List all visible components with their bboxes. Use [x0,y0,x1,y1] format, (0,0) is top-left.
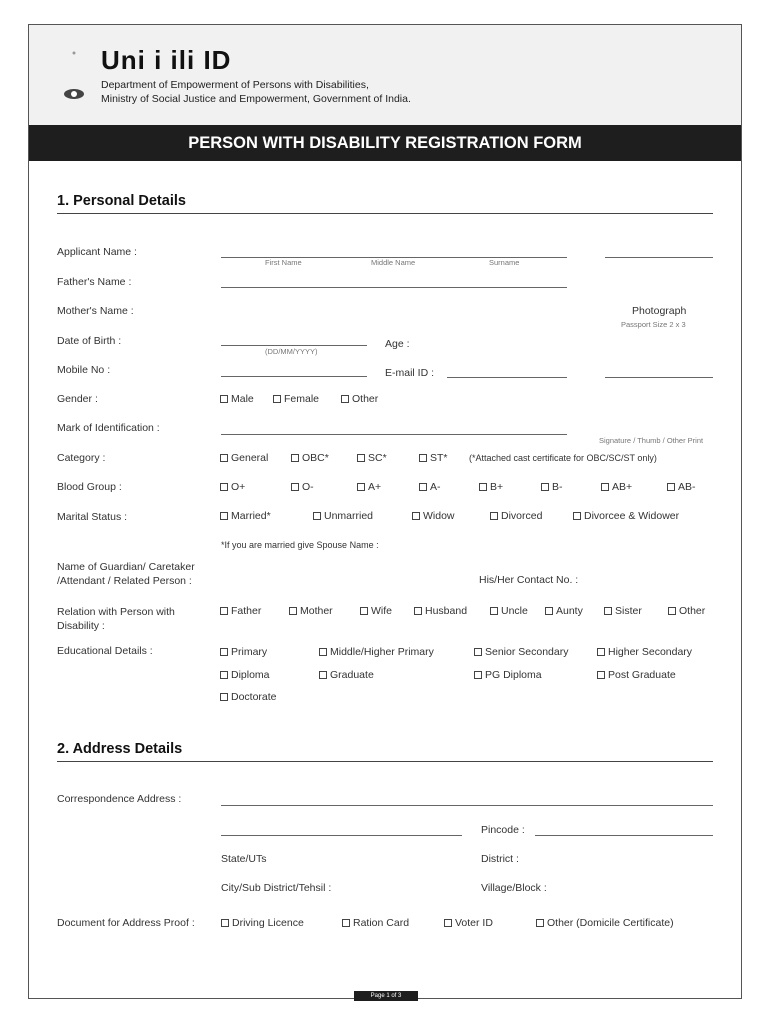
guardian-label-line-2: /Attendant / Related Person : [57,575,192,587]
proof-driving-licence-checkbox[interactable]: Driving Licence [221,917,304,929]
marital-divorced-checkbox[interactable]: Divorced [490,510,542,522]
mobile-label: Mobile No : [57,364,111,376]
checkbox-icon [289,607,297,615]
checkbox-icon [474,671,482,679]
relation-husband-checkbox[interactable]: Husband [414,605,467,617]
gender-female-checkbox[interactable]: Female [273,393,319,405]
applicant-name-label: Applicant Name : [57,246,137,258]
checkbox-icon [601,483,609,491]
city-label: City/Sub District/Tehsil : [221,882,332,894]
relation-other-checkbox[interactable]: Other [668,605,705,617]
edu-senior-secondary-checkbox[interactable]: Senior Secondary [474,646,568,658]
checkbox-icon [220,693,228,701]
edu-post-graduate-checkbox[interactable]: Post Graduate [597,669,676,681]
checkbox-icon [342,919,350,927]
first-name-hint: First Name [265,258,302,267]
education-label: Educational Details : [57,645,153,657]
blood-ab-pos-checkbox[interactable]: AB+ [601,481,632,493]
section-divider [57,761,713,762]
category-note: (*Attached cast certificate for OBC/SC/ST only) [469,453,657,463]
checkbox-icon [220,395,228,403]
category-label: Category : [57,452,106,464]
blood-o-neg-checkbox[interactable]: O- [291,481,314,493]
dob-field[interactable] [221,345,367,346]
relation-father-checkbox[interactable]: Father [220,605,261,617]
checkbox-icon [490,607,498,615]
blood-a-neg-checkbox[interactable]: A- [419,481,441,493]
pincode-label: Pincode : [481,824,525,836]
checkbox-icon [220,648,228,656]
checkbox-icon [220,454,228,462]
passport-size-label: Passport Size 2 x 3 [621,320,686,329]
edu-primary-checkbox[interactable]: Primary [220,646,267,658]
photo-box-top [605,257,713,258]
edu-diploma-checkbox[interactable]: Diploma [220,669,270,681]
checkbox-icon [220,483,228,491]
mark-id-label: Mark of Identification : [57,422,160,434]
blood-a-pos-checkbox[interactable]: A+ [357,481,381,493]
section-address-heading: 2. Address Details [57,741,183,757]
edu-middle-checkbox[interactable]: Middle/Higher Primary [319,646,434,658]
category-general-checkbox[interactable]: General [220,452,268,464]
proof-other-checkbox[interactable]: Other (Domicile Certificate) [536,917,674,929]
checkbox-icon [541,483,549,491]
address-line-2-field[interactable] [221,835,462,836]
edu-graduate-checkbox[interactable]: Graduate [319,669,374,681]
edu-pg-diploma-checkbox[interactable]: PG Diploma [474,669,542,681]
marital-status-label: Marital Status : [57,511,128,523]
checkbox-icon [313,512,321,520]
fathers-name-field[interactable] [221,287,567,288]
checkbox-icon [273,395,281,403]
blood-o-pos-checkbox[interactable]: O+ [220,481,245,493]
email-label: E-mail ID : [385,367,435,379]
contact-no-label: His/Her Contact No. : [479,574,579,586]
dob-hint: (DD/MM/YYYY) [265,347,318,356]
checkbox-icon [474,648,482,656]
checkbox-icon [414,607,422,615]
correspondence-field[interactable] [221,805,713,806]
village-label: Village/Block : [481,882,547,894]
checkbox-icon [357,454,365,462]
checkbox-icon [479,483,487,491]
checkbox-icon [291,483,299,491]
relation-label-line-2: Disability : [57,620,105,632]
checkbox-icon [291,454,299,462]
mobile-field[interactable] [221,376,367,377]
checkbox-icon [319,671,327,679]
department-line-2: Ministry of Social Justice and Empowerment, Government of India. [101,93,411,105]
category-sc-checkbox[interactable]: SC* [357,452,387,464]
checkbox-icon [412,512,420,520]
checkbox-icon [319,648,327,656]
surname-hint: Surname [489,258,520,267]
form-page [28,24,742,999]
checkbox-icon [597,671,605,679]
proof-voter-id-checkbox[interactable]: Voter ID [444,917,493,929]
photograph-label: Photograph [632,305,687,317]
pincode-field[interactable] [535,835,713,836]
checkbox-icon [419,483,427,491]
edu-doctorate-checkbox[interactable]: Doctorate [220,691,277,703]
edu-higher-secondary-checkbox[interactable]: Higher Secondary [597,646,692,658]
checkbox-icon [668,607,676,615]
checkbox-icon [220,512,228,520]
state-label: State/UTs [221,853,267,865]
relation-label-line-1: Relation with Person with [57,606,175,618]
gender-other-checkbox[interactable]: Other [341,393,378,405]
checkbox-icon [341,395,349,403]
blood-group-label: Blood Group : [57,481,122,493]
blood-b-pos-checkbox[interactable]: B+ [479,481,503,493]
checkbox-icon [221,919,229,927]
checkbox-icon [667,483,675,491]
relation-label [57,605,175,633]
marital-unmarried-checkbox[interactable]: Unmarried [313,510,373,522]
proof-ration-card-checkbox[interactable]: Ration Card [342,917,409,929]
checkbox-icon [357,483,365,491]
category-obc-checkbox[interactable]: OBC* [291,452,329,464]
relation-uncle-checkbox[interactable]: Uncle [490,605,528,617]
correspondence-label: Correspondence Address : [57,793,182,805]
address-proof-label: Document for Address Proof : [57,917,195,929]
section-divider [57,213,713,214]
signature-hint: Signature / Thumb / Other Print [599,436,704,445]
page-number: Page 1 of 3 [354,991,418,1001]
blood-b-neg-checkbox[interactable]: B- [541,481,563,493]
gender-male-checkbox[interactable]: Male [220,393,254,405]
mark-id-field[interactable] [221,434,567,435]
guardian-label [57,560,195,588]
checkbox-icon [220,607,228,615]
middle-name-hint: Middle Name [371,258,416,267]
checkbox-icon [419,454,427,462]
department-text [101,78,411,106]
email-field[interactable] [447,377,567,378]
checkbox-icon [573,512,581,520]
checkbox-icon [597,648,605,656]
checkbox-icon [536,919,544,927]
dob-label: Date of Birth : [57,335,122,347]
relation-sister-checkbox[interactable]: Sister [604,605,642,617]
checkbox-icon [220,671,228,679]
blood-ab-neg-checkbox[interactable]: AB- [667,481,696,493]
guardian-label-line-1: Name of Guardian/ Caretaker [57,561,195,573]
header-band [29,25,741,125]
checkbox-icon [490,512,498,520]
department-line-1: Department of Empowerment of Persons with Disabilities, [101,79,369,91]
marital-divorcee-widower-checkbox[interactable]: Divorcee & Widower [573,510,679,522]
emblem-icon [59,47,89,107]
relation-aunty-checkbox[interactable]: Aunty [545,605,583,617]
checkbox-icon [444,919,452,927]
checkbox-icon [545,607,553,615]
photo-box-bottom [605,377,713,378]
brand-title: Uni i ili ID [101,45,232,75]
form-title: PERSON WITH DISABILITY REGISTRATION FORM [29,125,741,161]
checkbox-icon [360,607,368,615]
fathers-name-label: Father's Name : [57,276,132,288]
relation-mother-checkbox[interactable]: Mother [289,605,333,617]
district-label: District : [481,853,519,865]
category-st-checkbox[interactable]: ST* [419,452,448,464]
section-personal-heading: 1. Personal Details [57,193,186,209]
marital-married-checkbox[interactable]: Married* [220,510,271,522]
mothers-name-label: Mother's Name : [57,305,134,317]
relation-wife-checkbox[interactable]: Wife [360,605,392,617]
checkbox-icon [604,607,612,615]
spouse-note: *If you are married give Spouse Name : [221,540,379,550]
age-label: Age : [385,338,410,350]
gender-label: Gender : [57,393,98,405]
marital-widow-checkbox[interactable]: Widow [412,510,455,522]
